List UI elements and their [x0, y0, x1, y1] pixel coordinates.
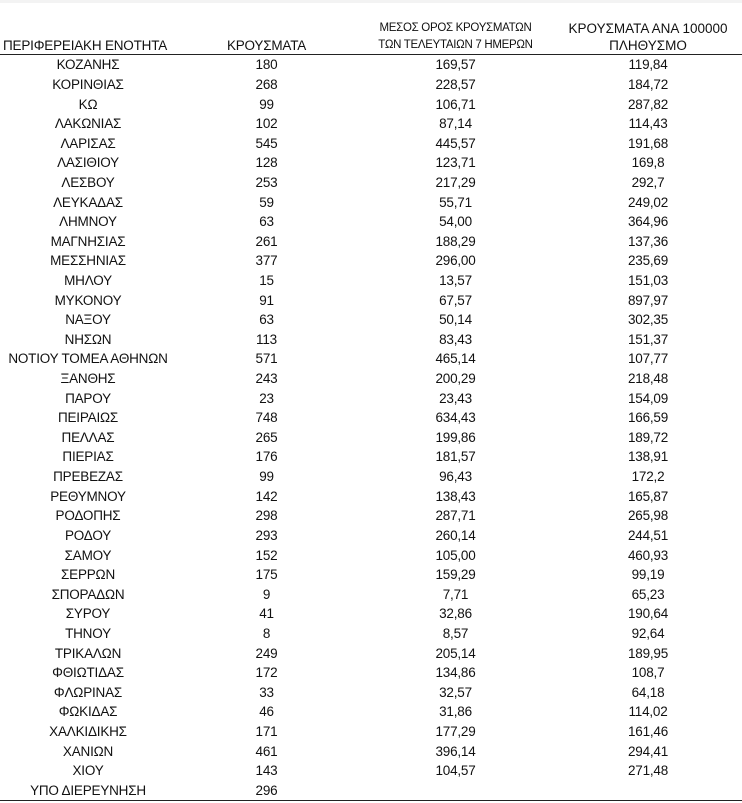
cell-cases: 99 — [259, 96, 274, 112]
cell-region: ΠΙΕΡΙΑΣ — [62, 449, 114, 465]
cell-region: ΛΑΣΙΘΙΟΥ — [57, 155, 119, 171]
cell-region: ΚΟΖΑΝΗΣ — [56, 57, 120, 73]
cell-region: ΛΑΚΩΝΙΑΣ — [54, 116, 122, 132]
cell-per-100k: 161,46 — [627, 724, 669, 740]
cell-per-100k: 460,93 — [627, 547, 669, 563]
table-row — [0, 114, 742, 134]
header-avg-line-2: ΤΩΝ ΤΕΛΕΥΤΑΙΩΝ 7 ΗΜΕΡΩΝ — [378, 39, 533, 51]
cell-avg-7-days: 296,00 — [435, 253, 476, 269]
cell-per-100k — [554, 781, 742, 801]
cell-per-100k: 271,48 — [627, 763, 669, 779]
cell-per-100k: 92,64 — [631, 625, 665, 641]
cell-avg-7-days: 228,57 — [435, 76, 476, 92]
header-per100k-line-1: ΚΡΟΥΣΜΑΤΑ ΑΝΑ 100000 — [568, 21, 728, 36]
cell-cases: 175 — [255, 567, 278, 583]
table-row — [0, 624, 742, 644]
cell-region: ΜΑΓΝΗΣΙΑΣ — [50, 233, 126, 249]
cell-region: ΠΡΕΒΕΖΑΣ — [53, 469, 123, 485]
cell-per-100k: 265,98 — [627, 508, 669, 524]
cell-cases: 143 — [255, 763, 278, 779]
cell-per-100k: 137,36 — [627, 233, 669, 249]
cell-per-100k: 151,03 — [627, 273, 669, 288]
table-row — [0, 330, 742, 350]
table-row — [0, 349, 742, 369]
cell-cases: 377 — [255, 253, 278, 269]
table-header — [0, 15, 742, 55]
cell-region: ΣΕΡΡΩΝ — [61, 567, 115, 583]
cell-avg-7-days: 199,86 — [435, 429, 476, 445]
cell-per-100k: 184,72 — [627, 76, 669, 92]
cell-region: ΠΕΙΡΑΙΩΣ — [57, 410, 119, 426]
cell-per-100k: 138,91 — [627, 449, 669, 465]
cell-avg-7-days: 87,14 — [439, 116, 472, 132]
cell-avg-7-days: 105,00 — [435, 547, 476, 563]
cell-cases: 180 — [255, 57, 278, 73]
table-row — [0, 94, 742, 114]
cell-region: ΚΟΡΙΝΘΙΑΣ — [52, 76, 124, 92]
cell-per-100k: 154,09 — [627, 390, 669, 406]
cell-cases: 545 — [255, 135, 278, 151]
cell-region: ΧΑΝΙΩΝ — [62, 743, 114, 759]
cell-avg-7-days: 138,43 — [435, 488, 476, 504]
table-row — [0, 271, 742, 291]
header-avg-7-days — [357, 15, 554, 55]
cell-per-100k: 108,7 — [631, 665, 665, 681]
cell-avg-7-days: 169,57 — [435, 57, 476, 73]
cell-region: ΥΠΟ ΔΙΕΡΕΥΝΗΣΗ — [0, 781, 176, 801]
cell-cases: 63 — [259, 312, 274, 328]
cell-avg-7-days: 159,29 — [435, 567, 476, 583]
cell-cases: 261 — [255, 233, 278, 249]
cell-avg-7-days: 217,29 — [435, 174, 476, 190]
cell-per-100k: 189,72 — [627, 429, 669, 445]
cell-avg-7-days: 106,71 — [435, 96, 476, 112]
top-edge-shade — [0, 0, 742, 3]
cell-per-100k: 302,35 — [627, 312, 669, 328]
cell-region: ΠΕΛΛΑΣ — [61, 429, 115, 445]
cell-avg-7-days: 287,71 — [435, 508, 476, 524]
cell-avg-7-days: 104,57 — [435, 763, 476, 779]
cell-region: ΛΗΜΝΟΥ — [59, 214, 117, 230]
cell-avg-7-days: 23,43 — [439, 390, 472, 406]
cell-per-100k: 151,37 — [627, 331, 669, 347]
cell-cases: 265 — [255, 429, 278, 445]
table-row — [0, 506, 742, 526]
cell-avg-7-days: 13,57 — [439, 273, 472, 288]
cell-cases: 23 — [259, 390, 274, 406]
table-row — [0, 133, 742, 153]
table-row — [0, 604, 742, 624]
table-row — [0, 545, 742, 565]
cell-per-100k: 235,69 — [627, 253, 669, 269]
cell-cases: 249 — [255, 645, 278, 661]
table-row — [0, 310, 742, 330]
table-body — [0, 55, 742, 801]
cell-per-100k: 897,97 — [627, 292, 669, 308]
cell-per-100k: 119,84 — [628, 57, 668, 73]
cell-per-100k: 191,68 — [627, 135, 669, 151]
cell-cases: 91 — [259, 292, 274, 308]
table-row — [0, 369, 742, 389]
header-per-100k — [554, 15, 742, 55]
cell-avg-7-days: 67,57 — [439, 292, 472, 308]
table-row — [0, 702, 742, 722]
cell-per-100k: 287,82 — [627, 96, 669, 112]
cell-avg-7-days: 634,43 — [435, 410, 476, 426]
cell-cases: 41 — [259, 606, 274, 622]
cell-avg-7-days: 445,57 — [435, 135, 476, 151]
cell-per-100k: 169,8 — [631, 155, 665, 171]
table-row — [0, 212, 742, 232]
cell-per-100k: 166,59 — [627, 410, 669, 426]
cell-cases: 268 — [255, 76, 278, 92]
cell-avg-7-days: 200,29 — [435, 371, 476, 387]
cell-cases: 253 — [255, 174, 278, 190]
cell-avg-7-days: 32,57 — [439, 684, 472, 700]
table-row — [0, 173, 742, 193]
cell-per-100k: 364,96 — [627, 214, 669, 230]
cell-region: ΡΕΘΥΜΝΟΥ — [50, 488, 126, 504]
cell-avg-7-days: 55,71 — [439, 194, 472, 210]
cell-cases: 63 — [259, 214, 274, 230]
cell-avg-7-days: 83,43 — [439, 331, 472, 347]
cell-cases: 571 — [255, 351, 278, 367]
cell-per-100k: 172,2 — [631, 469, 665, 485]
cell-avg-7-days — [357, 781, 554, 801]
cell-avg-7-days: 396,14 — [435, 743, 476, 759]
table-row — [0, 584, 742, 604]
cell-avg-7-days: 50,14 — [439, 312, 472, 328]
cell-region: ΚΩ — [78, 96, 98, 112]
cell-per-100k: 64,18 — [631, 684, 665, 700]
header-region: ΠΕΡΙΦΕΡΕΙΑΚΗ ΕΝΟΤΗΤΑ — [0, 15, 176, 55]
cell-region: ΧΙΟΥ — [72, 763, 104, 779]
cell-per-100k: 107,77 — [627, 351, 669, 367]
cell-cases: 9 — [262, 586, 271, 602]
cell-avg-7-days: 188,29 — [435, 233, 476, 249]
header-per100k-line-2: ΠΛΗΘΥΣΜΟ — [609, 38, 687, 53]
cell-region: ΝΗΣΩΝ — [64, 331, 112, 347]
cell-cases: 59 — [259, 194, 274, 210]
table-row — [0, 761, 742, 781]
cell-per-100k: 99,19 — [631, 567, 665, 583]
cell-cases: 142 — [255, 488, 278, 504]
cell-region: ΡΟΔΟΠΗΣ — [55, 508, 121, 524]
cell-region: ΧΑΛΚΙΔΙΚΗΣ — [49, 724, 127, 740]
table-row — [0, 251, 742, 271]
table-row — [0, 428, 742, 448]
cell-avg-7-days: 260,14 — [435, 527, 476, 543]
cell-region: ΝΑΞΟΥ — [65, 312, 111, 328]
cell-avg-7-days: 54,00 — [439, 214, 472, 230]
table-row — [0, 683, 742, 703]
cell-cases: 748 — [255, 410, 278, 426]
cell-avg-7-days: 465,14 — [435, 351, 476, 367]
table-row — [0, 722, 742, 742]
cell-region: ΠΑΡΟΥ — [65, 390, 111, 406]
cell-avg-7-days: 7,71 — [442, 586, 469, 602]
cell-cases: 176 — [255, 449, 278, 465]
table-row — [0, 643, 742, 663]
covid-cases-table — [0, 15, 742, 801]
cell-per-100k: 244,51 — [627, 527, 669, 543]
cell-region: ΦΛΩΡΙΝΑΣ — [53, 684, 123, 700]
cell-region: ΜΕΣΣΗΝΙΑΣ — [50, 253, 126, 269]
cell-region: ΦΩΚΙΔΑΣ — [58, 704, 118, 720]
cell-region: ΛΑΡΙΣΑΣ — [60, 135, 116, 151]
table-row — [0, 388, 742, 408]
cell-per-100k: 165,87 — [627, 488, 669, 504]
cell-per-100k: 249,02 — [627, 194, 669, 210]
cell-cases: 243 — [255, 371, 278, 387]
cell-cases: 46 — [259, 704, 274, 720]
cell-cases: 293 — [255, 527, 278, 543]
table-row — [0, 526, 742, 546]
table-row — [0, 408, 742, 428]
cell-avg-7-days: 134,86 — [435, 665, 476, 681]
cell-region: ΛΕΣΒΟΥ — [61, 174, 115, 190]
cell-avg-7-days: 123,71 — [435, 155, 476, 171]
table-row — [0, 741, 742, 761]
cell-cases: 152 — [255, 547, 278, 563]
table-row — [0, 663, 742, 683]
cell-region: ΣΠΟΡΑΔΩΝ — [51, 586, 125, 602]
cell-avg-7-days: 32,86 — [439, 606, 472, 622]
cell-per-100k: 294,41 — [627, 743, 669, 759]
cell-cases: 171 — [255, 724, 278, 740]
header-avg-line-1: ΜΕΣΟΣ ΟΡΟΣ ΚΡΟΥΣΜΑΤΩΝ — [379, 22, 532, 34]
header-row — [0, 15, 742, 55]
cell-region: ΜΥΚΟΝΟΥ — [54, 292, 122, 308]
cell-region: ΛΕΥΚΑΔΑΣ — [53, 194, 123, 210]
cell-cases: 8 — [262, 625, 271, 641]
header-cases: ΚΡΟΥΣΜΑΤΑ — [176, 15, 357, 55]
cell-avg-7-days: 177,29 — [435, 724, 476, 740]
cell-per-100k: 218,48 — [627, 371, 669, 387]
cell-region: ΣΥΡΟΥ — [65, 606, 111, 622]
cell-cases: 99 — [259, 469, 274, 485]
cell-per-100k: 114,43 — [628, 116, 668, 132]
cell-cases: 461 — [255, 743, 278, 759]
cell-region: ΦΘΙΩΤΙΔΑΣ — [52, 665, 124, 681]
cell-cases: 296 — [176, 781, 357, 801]
cell-region: ΤΗΝΟΥ — [65, 625, 111, 641]
cell-cases: 15 — [259, 273, 274, 288]
cell-cases: 172 — [255, 665, 278, 681]
cell-avg-7-days: 31,86 — [439, 704, 472, 720]
table-row — [0, 192, 742, 212]
table-row — [0, 467, 742, 487]
cell-cases: 102 — [255, 116, 278, 132]
table-row — [0, 565, 742, 585]
cell-per-100k: 189,95 — [627, 645, 669, 661]
table-row — [0, 781, 742, 801]
table-row — [0, 290, 742, 310]
table-row — [0, 447, 742, 467]
cell-avg-7-days: 8,57 — [442, 625, 469, 641]
cell-cases: 33 — [259, 684, 274, 700]
cell-region: ΣΑΜΟΥ — [64, 547, 112, 563]
cell-region: ΡΟΔΟΥ — [64, 527, 112, 543]
cell-per-100k: 65,23 — [631, 586, 665, 602]
cell-avg-7-days: 181,57 — [435, 449, 476, 465]
table-row — [0, 231, 742, 251]
table-row — [0, 153, 742, 173]
table-row — [0, 55, 742, 75]
cell-region: ΝΟΤΙΟΥ ΤΟΜΕΑ ΑΘΗΝΩΝ — [8, 351, 168, 367]
cell-avg-7-days: 205,14 — [435, 645, 476, 661]
cell-per-100k: 114,02 — [628, 704, 668, 720]
table-row — [0, 75, 742, 95]
cell-per-100k: 292,7 — [631, 174, 665, 190]
cell-avg-7-days: 96,43 — [439, 469, 472, 485]
table-row — [0, 486, 742, 506]
cell-region: ΤΡΙΚΑΛΩΝ — [54, 645, 122, 661]
cell-region: ΜΗΛΟΥ — [64, 273, 112, 288]
cell-cases: 298 — [255, 508, 278, 524]
cell-per-100k: 190,64 — [627, 606, 669, 622]
cell-cases: 128 — [255, 155, 278, 171]
cell-region: ΞΑΝΘΗΣ — [60, 371, 116, 387]
cell-cases: 113 — [256, 331, 277, 347]
